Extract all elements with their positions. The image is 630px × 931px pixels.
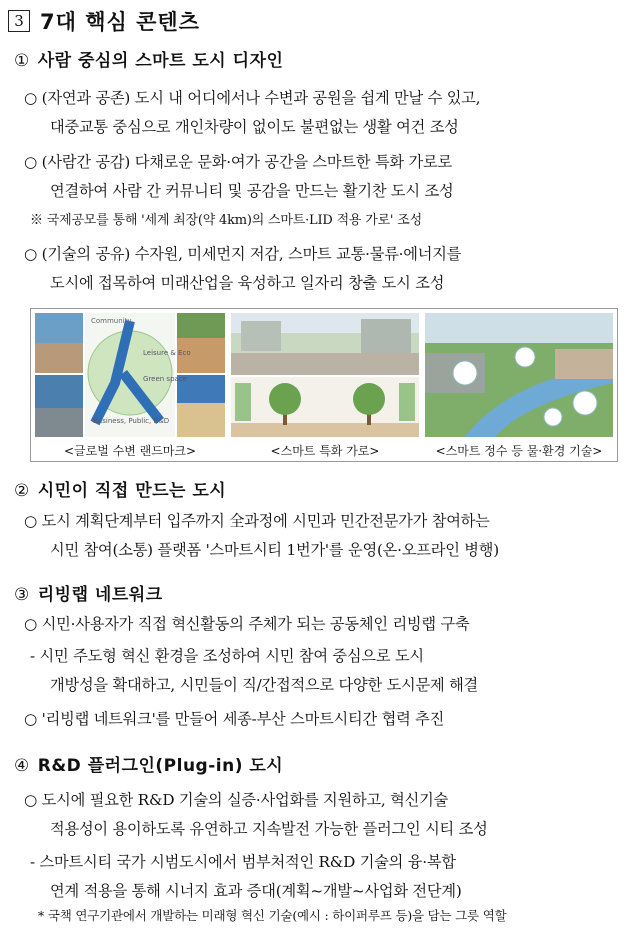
s3-dash-1-line-2: 개방성을 확대하고, 시민들이 직/간접적으로 다양한 도시문제 해결 [50, 676, 479, 694]
s2-bullet-1 [24, 507, 624, 565]
s1-note: ※ 국제공모를 통해 '세계 최장(약 4km)의 스마트·LID 적용 가로' 조성 [30, 213, 422, 228]
s1-bullet-3-line-2: 도시에 접목하여 미래산업을 육성하고 일자리 창출 도시 조성 [50, 274, 445, 292]
section-title [8, 6, 200, 36]
heading-4 [14, 751, 283, 776]
s4-dash-1-line-1: - 스마트시티 국가 시범도시에서 범부처적인 R&D 기술의 융·복합 [30, 853, 456, 871]
s4-footnote: * 국책 연구기관에서 개발하는 미래형 혁신 기술(예시 : 하이퍼루프 등)을 담는 그릇 역할 [38, 908, 507, 923]
caption-1: <글로벌 수변 랜드마크> [63, 444, 197, 458]
s4-bullet-1-line-1: ○ 도시에 필요한 R&D 기술의 실증·사업화를 지원하고, 혁신기술 [24, 791, 449, 809]
s4-bullet-1 [24, 786, 624, 844]
water-tech-image [425, 313, 613, 437]
s3-bullet-2: ○ '리빙랩 네트워크'를 만들어 세종-부산 스마트시티간 협력 추진 [24, 710, 445, 728]
heading-3-number: ③ [14, 585, 30, 605]
s4-bullet-1-line-2: 적용성이 용이하도록 유연하고 지속발전 가능한 플러그인 시티 조성 [50, 820, 488, 838]
waterfront-landmark-image [35, 313, 225, 437]
s2-bullet-1-line-1: ○ 도시 계획단계부터 입주까지 全과정에 시민과 민간전문가가 참여하는 [24, 512, 490, 530]
s1-bullet-1-line-2: 대중교통 중심으로 개인차량이 없이도 불편없는 생활 여건 조성 [50, 118, 459, 136]
s1-bullet-2-line-1: ○ (사람간 공감) 다채로운 문화·여가 공간을 스마트한 특화 가로로 [24, 153, 452, 171]
heading-2 [14, 476, 226, 501]
s1-bullet-1 [24, 84, 624, 142]
heading-3 [14, 580, 163, 605]
s1-bullet-3 [24, 240, 624, 298]
s1-bullet-2 [24, 148, 624, 206]
diagram-label-community: Community [91, 317, 132, 325]
heading-4-text: R&D 플러그인(Plug-in) 도시 [37, 756, 284, 776]
heading-4-number: ④ [14, 756, 30, 776]
s4-dash-1 [30, 848, 630, 906]
diagram-label-green: Green space [143, 375, 187, 383]
s1-bullet-2-line-2: 연결하여 사람 간 커뮤니티 및 공감을 만드는 활기찬 도시 조성 [50, 182, 454, 200]
s3-dash-1-line-1: - 시민 주도형 혁신 환경을 조성하여 시민 참여 중심으로 도시 [30, 647, 424, 665]
heading-1-number: ① [14, 51, 30, 71]
s1-bullet-3-line-1: ○ (기술의 공유) 수자원, 미세먼지 저감, 스마트 교통·물류·에너지를 [24, 245, 462, 263]
heading-1-text: 사람 중심의 스마트 도시 디자인 [37, 51, 284, 71]
s1-bullet-1-line-1: ○ (자연과 공존) 도시 내 어디에서나 수변과 공원을 쉽게 만날 수 있고, [24, 89, 481, 107]
heading-3-text: 리빙랩 네트워크 [37, 585, 163, 605]
s4-dash-1-line-2: 연계 적용을 통해 시너지 효과 증대(계획~개발~사업화 전단계) [50, 882, 462, 900]
heading-2-text: 시민이 직접 만드는 도시 [37, 481, 227, 501]
s3-bullet-1: ○ 시민·사용자가 직접 혁신활동의 주체가 되는 공동체인 리빙랩 구축 [24, 615, 470, 633]
section-number: 3 [8, 10, 30, 32]
smart-street-image [231, 313, 419, 437]
image-strip [30, 308, 618, 462]
heading-2-number: ② [14, 481, 30, 501]
page-title: 7대 핵심 콘텐츠 [40, 10, 200, 34]
diagram-label-business: Business, Public, R&D [93, 417, 170, 425]
s3-dash-1 [30, 642, 630, 700]
diagram-label-leisure: Leisure & Eco [143, 349, 191, 357]
caption-3: <스마트 정수 등 물·환경 기술> [435, 444, 603, 458]
s2-bullet-1-line-2: 시민 참여(소통) 플랫폼 '스마트시티 1번가'를 운영(온·오프라인 병행) [50, 541, 499, 559]
heading-1 [14, 46, 283, 71]
caption-2: <스마트 특화 가로> [270, 444, 380, 458]
